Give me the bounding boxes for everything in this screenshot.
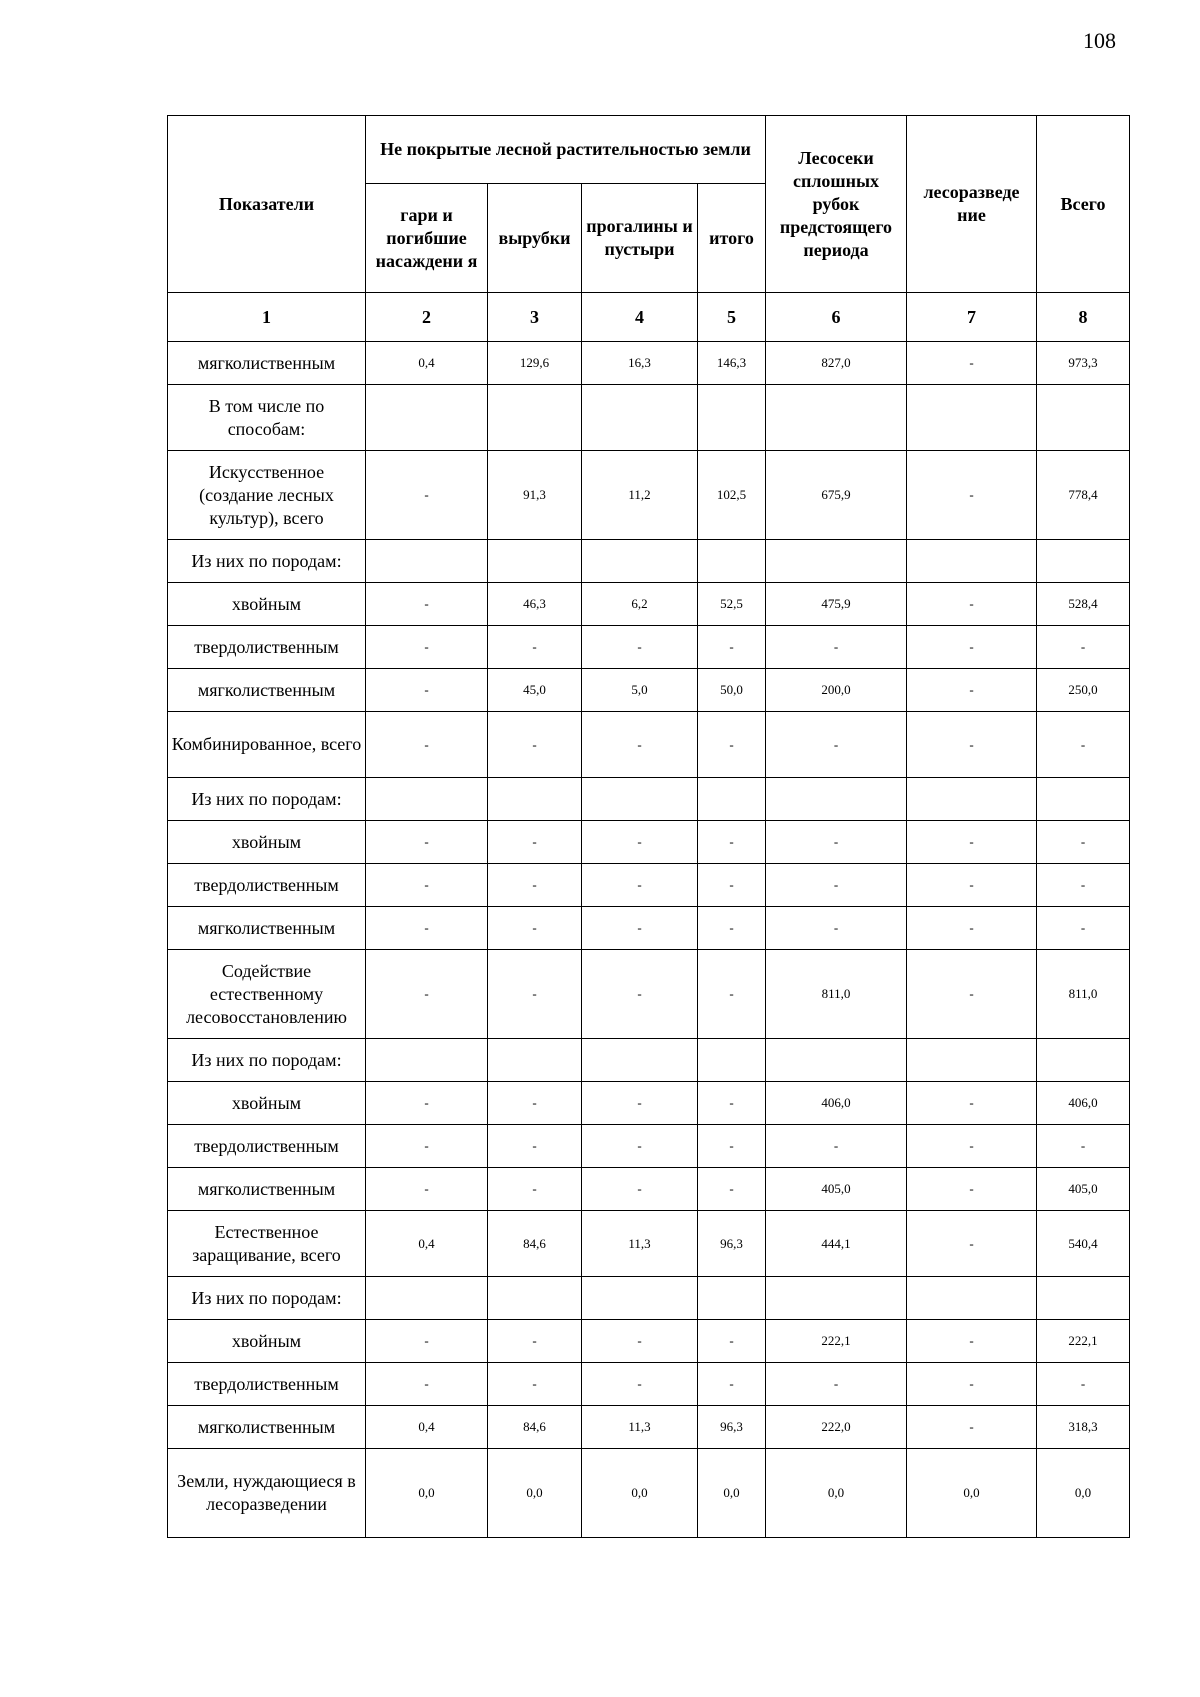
table-row bbox=[168, 1082, 1130, 1125]
row-label: Из них по породам: bbox=[168, 540, 366, 583]
table-cell bbox=[488, 778, 582, 821]
table-cell bbox=[1037, 1277, 1130, 1320]
table-cell: - bbox=[488, 1125, 582, 1168]
header-glades-wastelands: прогалины и пустыри bbox=[582, 184, 698, 293]
table-cell: 52,5 bbox=[698, 583, 766, 626]
table-cell: 0,0 bbox=[766, 1449, 907, 1538]
table-cell bbox=[766, 778, 907, 821]
table-cell: - bbox=[366, 1125, 488, 1168]
table-cell: - bbox=[907, 342, 1037, 385]
table-cell: - bbox=[488, 950, 582, 1039]
table-cell: - bbox=[698, 1363, 766, 1406]
table-row bbox=[168, 1125, 1130, 1168]
table-cell: 0,0 bbox=[582, 1449, 698, 1538]
table-row bbox=[168, 451, 1130, 540]
table-cell: 811,0 bbox=[1037, 950, 1130, 1039]
column-number: 7 bbox=[907, 293, 1037, 342]
table-cell: 84,6 bbox=[488, 1211, 582, 1277]
table-cell: 406,0 bbox=[766, 1082, 907, 1125]
table-cell: - bbox=[1037, 864, 1130, 907]
table-cell: - bbox=[582, 907, 698, 950]
row-label: В том числе по способам: bbox=[168, 385, 366, 451]
table-cell: - bbox=[766, 864, 907, 907]
table-cell: 84,6 bbox=[488, 1406, 582, 1449]
table-cell: - bbox=[698, 907, 766, 950]
table-cell: 222,1 bbox=[1037, 1320, 1130, 1363]
table-cell: 91,3 bbox=[488, 451, 582, 540]
table-cell: 50,0 bbox=[698, 669, 766, 712]
table-cell bbox=[366, 778, 488, 821]
table-cell: - bbox=[582, 1082, 698, 1125]
table-cell: 778,4 bbox=[1037, 451, 1130, 540]
table-cell: - bbox=[366, 1363, 488, 1406]
table-cell: - bbox=[766, 907, 907, 950]
table-cell: 475,9 bbox=[766, 583, 907, 626]
header-clearings: вырубки bbox=[488, 184, 582, 293]
table-cell bbox=[1037, 778, 1130, 821]
row-label: Содействие естественному лесовосстановлению bbox=[168, 950, 366, 1039]
table-cell: - bbox=[907, 712, 1037, 778]
table-cell: 5,0 bbox=[582, 669, 698, 712]
table-row bbox=[168, 821, 1130, 864]
table-cell: - bbox=[488, 712, 582, 778]
table-cell: - bbox=[766, 821, 907, 864]
table-cell bbox=[1037, 1039, 1130, 1082]
table-cell bbox=[488, 1039, 582, 1082]
row-label: Естественное заращивание, всего bbox=[168, 1211, 366, 1277]
table-cell: - bbox=[698, 1125, 766, 1168]
table-cell: - bbox=[907, 907, 1037, 950]
column-number: 4 bbox=[582, 293, 698, 342]
table-row bbox=[168, 626, 1130, 669]
table-cell: - bbox=[766, 626, 907, 669]
row-label: твердолиственным bbox=[168, 626, 366, 669]
header-not-covered-lands: Не покрытые лесной растительностью земли bbox=[366, 116, 766, 184]
row-label: Из них по породам: bbox=[168, 1039, 366, 1082]
table-cell: - bbox=[582, 1363, 698, 1406]
table-cell: - bbox=[698, 1082, 766, 1125]
table-cell: 540,4 bbox=[1037, 1211, 1130, 1277]
table-cell: 528,4 bbox=[1037, 583, 1130, 626]
table-cell bbox=[766, 540, 907, 583]
table-cell: - bbox=[366, 583, 488, 626]
table-cell: - bbox=[582, 712, 698, 778]
table-cell: - bbox=[488, 626, 582, 669]
table-cell: - bbox=[488, 1168, 582, 1211]
table-cell: - bbox=[366, 451, 488, 540]
table-cell: 129,6 bbox=[488, 342, 582, 385]
column-number: 8 bbox=[1037, 293, 1130, 342]
table-row bbox=[168, 950, 1130, 1039]
column-number: 1 bbox=[168, 293, 366, 342]
table-cell: - bbox=[907, 821, 1037, 864]
table-cell: - bbox=[907, 1082, 1037, 1125]
table-cell: 675,9 bbox=[766, 451, 907, 540]
table-cell: - bbox=[698, 950, 766, 1039]
row-label: Из них по породам: bbox=[168, 1277, 366, 1320]
table-cell: - bbox=[366, 1320, 488, 1363]
forest-lands-table bbox=[167, 115, 1130, 1538]
table-cell: - bbox=[582, 1125, 698, 1168]
table-cell: - bbox=[366, 1168, 488, 1211]
table-cell: - bbox=[366, 950, 488, 1039]
table-cell: - bbox=[698, 1168, 766, 1211]
table-cell: - bbox=[698, 864, 766, 907]
table-cell: 11,3 bbox=[582, 1406, 698, 1449]
column-number: 5 bbox=[698, 293, 766, 342]
table-cell bbox=[582, 778, 698, 821]
table-cell: 11,2 bbox=[582, 451, 698, 540]
table-cell: 973,3 bbox=[1037, 342, 1130, 385]
table-cell: - bbox=[1037, 907, 1130, 950]
table-cell bbox=[698, 385, 766, 451]
table-row bbox=[168, 1406, 1130, 1449]
table-cell bbox=[488, 540, 582, 583]
table-row bbox=[168, 712, 1130, 778]
table-cell bbox=[907, 385, 1037, 451]
column-number: 6 bbox=[766, 293, 907, 342]
table-cell: - bbox=[582, 821, 698, 864]
header-subtotal: итого bbox=[698, 184, 766, 293]
column-number: 3 bbox=[488, 293, 582, 342]
table-cell: 46,3 bbox=[488, 583, 582, 626]
table-cell: - bbox=[582, 1320, 698, 1363]
table-cell: 16,3 bbox=[582, 342, 698, 385]
table-cell: - bbox=[488, 1082, 582, 1125]
table-row bbox=[168, 1277, 1130, 1320]
table-cell: - bbox=[366, 864, 488, 907]
table-cell: 406,0 bbox=[1037, 1082, 1130, 1125]
row-label: хвойным bbox=[168, 583, 366, 626]
table-cell: 0,0 bbox=[907, 1449, 1037, 1538]
table-cell: 200,0 bbox=[766, 669, 907, 712]
table-row bbox=[168, 907, 1130, 950]
table-cell: - bbox=[907, 864, 1037, 907]
table-cell: 0,0 bbox=[488, 1449, 582, 1538]
table-cell: - bbox=[907, 1125, 1037, 1168]
table-cell bbox=[907, 1039, 1037, 1082]
table-cell bbox=[907, 540, 1037, 583]
table-cell: - bbox=[907, 669, 1037, 712]
table-cell: - bbox=[582, 950, 698, 1039]
table-cell: 0,0 bbox=[366, 1449, 488, 1538]
table-cell: 811,0 bbox=[766, 950, 907, 1039]
table-cell: - bbox=[488, 907, 582, 950]
table-cell bbox=[766, 1277, 907, 1320]
table-cell bbox=[698, 1277, 766, 1320]
row-label: хвойным bbox=[168, 821, 366, 864]
table-row bbox=[168, 669, 1130, 712]
table-cell bbox=[698, 540, 766, 583]
table-cell: - bbox=[1037, 1363, 1130, 1406]
table-row bbox=[168, 1211, 1130, 1277]
table-cell bbox=[907, 1277, 1037, 1320]
table-cell bbox=[698, 1039, 766, 1082]
table-cell: - bbox=[366, 1082, 488, 1125]
table-cell: 0,4 bbox=[366, 1406, 488, 1449]
table-cell: - bbox=[907, 1211, 1037, 1277]
table-row bbox=[168, 583, 1130, 626]
table-cell: - bbox=[907, 626, 1037, 669]
row-label: хвойным bbox=[168, 1320, 366, 1363]
row-label: твердолиственным bbox=[168, 1363, 366, 1406]
table-cell: - bbox=[907, 950, 1037, 1039]
table-cell: - bbox=[766, 1363, 907, 1406]
table-row bbox=[168, 1320, 1130, 1363]
table-cell: - bbox=[907, 583, 1037, 626]
row-label: мягколиственным bbox=[168, 342, 366, 385]
table-cell bbox=[488, 1277, 582, 1320]
row-label: твердолиственным bbox=[168, 864, 366, 907]
table-row bbox=[168, 540, 1130, 583]
row-label: Из них по породам: bbox=[168, 778, 366, 821]
row-label: мягколиственным bbox=[168, 907, 366, 950]
table-cell: - bbox=[766, 712, 907, 778]
table-row bbox=[168, 778, 1130, 821]
table-cell: - bbox=[366, 669, 488, 712]
table-cell: 222,0 bbox=[766, 1406, 907, 1449]
table-cell: - bbox=[907, 1363, 1037, 1406]
table-row bbox=[168, 385, 1130, 451]
table-cell: 11,3 bbox=[582, 1211, 698, 1277]
table-cell bbox=[907, 778, 1037, 821]
table-cell: - bbox=[582, 626, 698, 669]
table-row bbox=[168, 864, 1130, 907]
table-cell: - bbox=[907, 1168, 1037, 1211]
header-indicators: Показатели bbox=[168, 116, 366, 293]
table-cell bbox=[766, 385, 907, 451]
table-row bbox=[168, 1039, 1130, 1082]
table-row bbox=[168, 342, 1130, 385]
table-cell: - bbox=[582, 864, 698, 907]
table-cell: - bbox=[488, 1363, 582, 1406]
table-cell: 102,5 bbox=[698, 451, 766, 540]
table-cell: - bbox=[698, 1320, 766, 1363]
row-label: мягколиственным bbox=[168, 1168, 366, 1211]
table-cell: - bbox=[366, 907, 488, 950]
table-cell bbox=[582, 540, 698, 583]
table-cell bbox=[1037, 385, 1130, 451]
table-cell: - bbox=[698, 821, 766, 864]
table-cell: 250,0 bbox=[1037, 669, 1130, 712]
table-cell: 96,3 bbox=[698, 1211, 766, 1277]
table-cell bbox=[582, 1039, 698, 1082]
table-cell: - bbox=[1037, 1125, 1130, 1168]
table-cell: - bbox=[488, 1320, 582, 1363]
table-row bbox=[168, 1449, 1130, 1538]
table-cell: - bbox=[698, 712, 766, 778]
row-label: твердолиственным bbox=[168, 1125, 366, 1168]
table-cell bbox=[1037, 540, 1130, 583]
table-row bbox=[168, 1168, 1130, 1211]
row-label: Земли, нуждающиеся в лесоразведении bbox=[168, 1449, 366, 1538]
table-cell bbox=[366, 1039, 488, 1082]
header-burned-stands: гари и погибшие насаждени я bbox=[366, 184, 488, 293]
table-cell: - bbox=[1037, 712, 1130, 778]
header-afforestation: лесоразведе ние bbox=[907, 116, 1037, 293]
table-cell: - bbox=[366, 821, 488, 864]
table-row bbox=[168, 1363, 1130, 1406]
table-cell: 318,3 bbox=[1037, 1406, 1130, 1449]
table-cell: - bbox=[907, 451, 1037, 540]
header-cutting-areas: Лесосеки сплошных рубок предстоящего периода bbox=[766, 116, 907, 293]
row-label: мягколиственным bbox=[168, 669, 366, 712]
page-number: 108 bbox=[1083, 28, 1116, 53]
row-label: мягколиственным bbox=[168, 1406, 366, 1449]
table-cell: 6,2 bbox=[582, 583, 698, 626]
table-cell: 0,4 bbox=[366, 1211, 488, 1277]
table-cell: 222,1 bbox=[766, 1320, 907, 1363]
table-cell: - bbox=[698, 626, 766, 669]
table-cell: 405,0 bbox=[766, 1168, 907, 1211]
table-cell: - bbox=[907, 1320, 1037, 1363]
table-cell: - bbox=[582, 1168, 698, 1211]
row-label: хвойным bbox=[168, 1082, 366, 1125]
table-cell: - bbox=[907, 1406, 1037, 1449]
table-cell: - bbox=[488, 821, 582, 864]
table-cell: - bbox=[366, 626, 488, 669]
table-cell: - bbox=[488, 864, 582, 907]
table-cell: 0,0 bbox=[1037, 1449, 1130, 1538]
header-total: Всего bbox=[1037, 116, 1130, 293]
table-cell: 827,0 bbox=[766, 342, 907, 385]
table-cell: 96,3 bbox=[698, 1406, 766, 1449]
table-cell: - bbox=[1037, 626, 1130, 669]
table-cell: 0,0 bbox=[698, 1449, 766, 1538]
table-cell bbox=[582, 385, 698, 451]
table-cell: 146,3 bbox=[698, 342, 766, 385]
row-label: Комбинированное, всего bbox=[168, 712, 366, 778]
table-cell: 405,0 bbox=[1037, 1168, 1130, 1211]
table-cell bbox=[366, 385, 488, 451]
table-cell: - bbox=[1037, 821, 1130, 864]
table-cell bbox=[366, 540, 488, 583]
table-cell bbox=[698, 778, 766, 821]
table-cell: 0,4 bbox=[366, 342, 488, 385]
table-cell: 45,0 bbox=[488, 669, 582, 712]
row-label: Искусственное (создание лесных культур), всего bbox=[168, 451, 366, 540]
table-cell bbox=[366, 1277, 488, 1320]
column-number: 2 bbox=[366, 293, 488, 342]
table-cell: 444,1 bbox=[766, 1211, 907, 1277]
table-cell bbox=[488, 385, 582, 451]
table-cell bbox=[582, 1277, 698, 1320]
table-cell bbox=[766, 1039, 907, 1082]
table-cell: - bbox=[366, 712, 488, 778]
table-cell: - bbox=[766, 1125, 907, 1168]
